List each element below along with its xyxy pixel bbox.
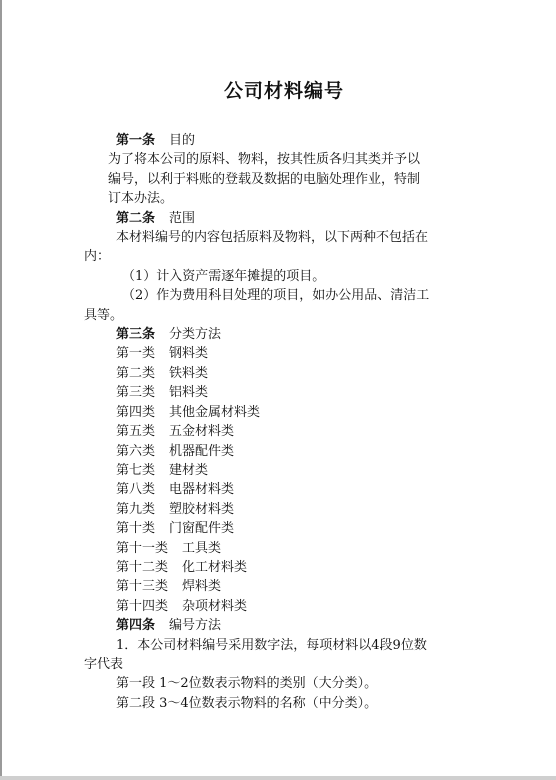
article-title: 范围 (169, 210, 196, 226)
page-left-edge (0, 0, 2, 780)
category-name: 机器配件类 (169, 443, 235, 459)
article-number: 第三条 (116, 327, 156, 343)
category-name: 铝料类 (169, 385, 209, 401)
article-number: 第四条 (116, 618, 156, 634)
page-bottom-edge (0, 776, 556, 780)
category-item (84, 558, 484, 577)
category-name: 塑胶材料类 (169, 501, 235, 517)
article-title: 目的 (169, 133, 196, 148)
category-item (84, 577, 484, 596)
category-number: 第三类 (116, 385, 156, 401)
category-name: 五金材料类 (169, 424, 235, 440)
category-item (84, 344, 484, 363)
paragraph-line: 第一段 1～2位数表示物料的类别（大分类）。 (116, 676, 378, 692)
category-number: 第四类 (116, 404, 156, 420)
category-item (84, 461, 484, 480)
category-item (84, 403, 484, 422)
paragraph-line: 为了将本公司的原料、物料，按其性质各归其类并予以 (108, 152, 421, 168)
paragraph-line: 编号，以利于料账的登载及数据的电脑处理作业，特制 (108, 171, 421, 187)
paragraph-line: 具等。 (84, 307, 124, 323)
article-4-heading (84, 616, 484, 635)
category-number: 第八类 (116, 482, 156, 498)
category-item (84, 480, 484, 499)
category-name: 焊料类 (182, 579, 222, 595)
category-number: 第九类 (116, 501, 156, 517)
article-number: 第一条 (116, 133, 156, 148)
category-number: 第十二类 (116, 559, 169, 575)
category-list (84, 344, 484, 616)
article-title: 编号方法 (169, 618, 222, 634)
paragraph-line: （1）计入资产需逐年摊提的项目。 (122, 268, 326, 284)
category-name: 工具类 (182, 540, 222, 556)
category-name: 电器材料类 (169, 482, 235, 498)
article-title: 分类方法 (169, 327, 222, 343)
article-1-heading (84, 131, 484, 150)
category-number: 第十类 (116, 521, 156, 537)
category-number: 第一类 (116, 346, 156, 362)
category-item (84, 422, 484, 441)
category-number: 第五类 (116, 424, 156, 440)
category-item (84, 519, 484, 538)
category-item (84, 500, 484, 519)
category-item (84, 442, 484, 461)
category-name: 建材类 (169, 462, 209, 478)
article-3-heading (84, 325, 484, 344)
paragraph-line: 本材料编号的内容包括原料及物料，以下两种不包括在 (116, 230, 429, 246)
category-name: 杂项材料类 (182, 598, 248, 614)
paragraph-line: 订本办法。 (108, 191, 174, 207)
document-title: 公司材料编号 (223, 80, 344, 102)
article-number: 第二条 (116, 210, 156, 226)
paragraph-line: 第二段 3～4位数表示物料的名称（中分类）。 (116, 695, 378, 711)
category-name: 钢料类 (169, 346, 209, 362)
category-number: 第七类 (116, 462, 156, 478)
category-name: 铁料类 (169, 365, 209, 381)
category-item (84, 364, 484, 383)
paragraph-line: 内： (84, 249, 111, 265)
category-number: 第十一类 (116, 540, 169, 556)
paragraph-line: （2）作为费用科目处理的项目，如办公用品、清洁工 (122, 288, 430, 304)
category-item (84, 383, 484, 402)
paragraph-line: 字代表 (84, 656, 124, 672)
category-item (84, 539, 484, 558)
category-name: 其他金属材料类 (169, 404, 261, 420)
category-name: 门窗配件类 (169, 521, 235, 537)
category-name: 化工材料类 (182, 559, 248, 575)
category-number: 第十四类 (116, 598, 169, 614)
document-body (84, 131, 484, 713)
category-number: 第六类 (116, 443, 156, 459)
category-number: 第十三类 (116, 579, 169, 595)
paragraph-line: 1．本公司材料编号采用数字法，每项材料以4段9位数 (116, 637, 427, 653)
article-2-heading (84, 209, 484, 228)
category-item (84, 597, 484, 616)
category-number: 第二类 (116, 365, 156, 381)
